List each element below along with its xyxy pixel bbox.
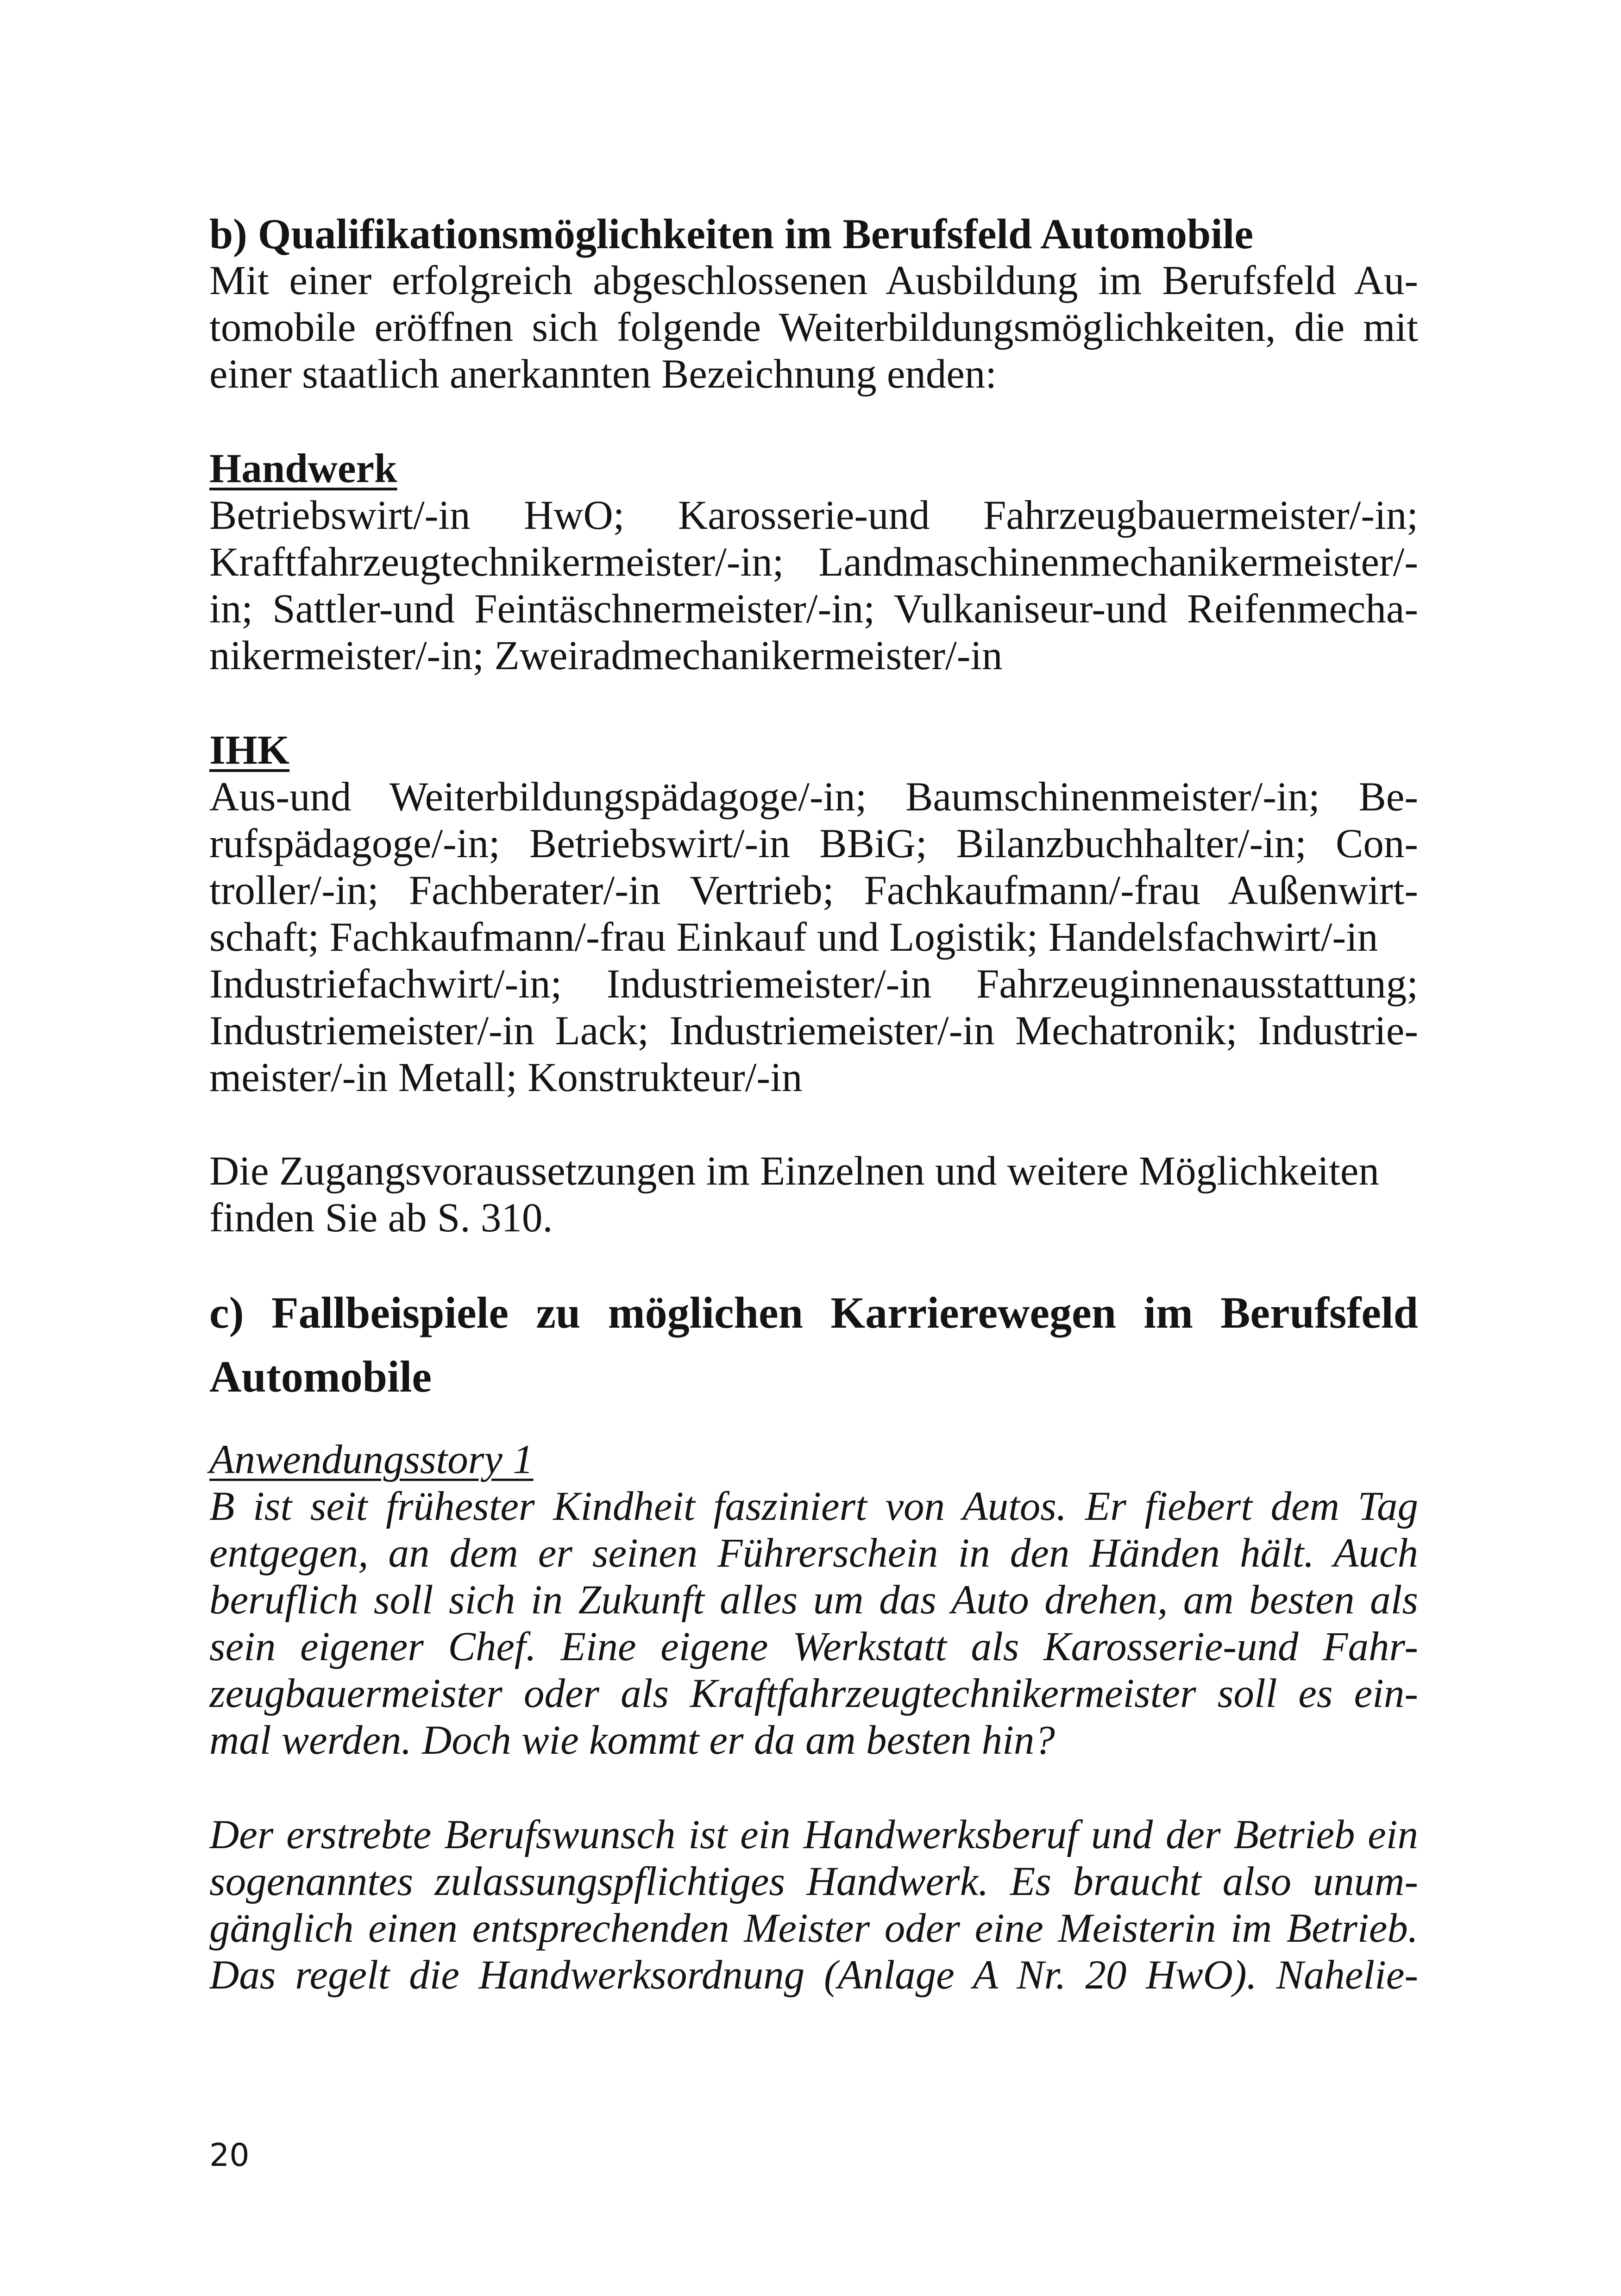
- text-line: rufspädagoge/-in; Betriebswirt/-in BBiG; Bilanzbuchhalter/-in; Con-: [209, 821, 1418, 866]
- text-line: Der erstrebte Berufswunsch ist ein Handwerksberuf und der Betrieb ein: [209, 1812, 1418, 1857]
- story-text: [209, 1483, 1418, 1764]
- text-line: B ist seit frühester Kindheit fasziniert von Autos. Er fiebert dem Tag: [209, 1484, 1418, 1529]
- section-c-heading: [209, 1281, 1418, 1409]
- text-line: sogenanntes zulassungspflichtiges Handwerk. Es braucht also unum-: [209, 1859, 1418, 1904]
- handwerk-list: [209, 492, 1418, 679]
- section-b-heading: b) Qualifikationsmöglichkeiten im Berufsfeld Automobile: [209, 210, 1254, 257]
- text-line: Aus-und Weiterbildungspädagoge/-in; Baumschinenmeister/-in; Be-: [209, 774, 1418, 820]
- text-line: troller/-in; Fachberater/-in Vertrieb; Fachkaufmann/-frau Außenwirt-: [209, 868, 1418, 913]
- story-title: Anwendungsstory 1: [209, 1437, 534, 1482]
- ihk-list: [209, 774, 1418, 1101]
- text-line: Die Zugangsvoraussetzungen im Einzelnen und weitere Möglichkeiten: [209, 1148, 1379, 1194]
- handwerk-heading: Handwerk: [209, 446, 397, 491]
- text-line: beruflich soll sich in Zukunft alles um das Auto drehen, am besten als: [209, 1577, 1418, 1623]
- page-content: [209, 211, 1418, 1999]
- text-line: einer staatlich anerkannten Bezeichnung enden:: [209, 351, 997, 397]
- section-b-intro: [209, 257, 1418, 398]
- ihk-heading: IHK: [209, 728, 290, 773]
- text-line: Kraftfahrzeugtechnikermeister/-in; Landmaschinenmechanikermeister/-: [209, 539, 1418, 585]
- text-line: entgegen, an dem er seinen Führerschein in den Händen hält. Auch: [209, 1531, 1418, 1576]
- heading-line: Automobile: [209, 1352, 432, 1401]
- text-line: gänglich einen entsprechenden Meister oder eine Meisterin im Betrieb.: [209, 1906, 1418, 1951]
- text-line: Industriefachwirt/-in; Industriemeister/-in Fahrzeuginnenausstattung;: [209, 961, 1418, 1007]
- heading-line: c) Fallbeispiele zu möglichen Karrierewegen im Berufsfeld: [209, 1288, 1418, 1337]
- text-line: zeugbauermeister oder als Kraftfahrzeugtechnikermeister soll es ein-: [209, 1671, 1418, 1716]
- text-line: Betriebswirt/-in HwO; Karosserie-und Fahrzeugbauermeister/-in;: [209, 493, 1418, 538]
- text-line: Das regelt die Handwerksordnung (Anlage A Nr. 20 HwO). Nahelie-: [209, 1952, 1418, 1998]
- text-line: Industriemeister/-in Lack; Industriemeister/-in Mechatronik; Industrie-: [209, 1008, 1418, 1054]
- text-line: tomobile eröffnen sich folgende Weiterbildungsmöglichkeiten, die mit: [209, 305, 1418, 350]
- access-note: [209, 1148, 1418, 1242]
- text-line: nikermeister/-in; Zweiradmechanikermeister/-in: [209, 633, 1003, 678]
- text-line: Mit einer erfolgreich abgeschlossenen Ausbildung im Berufsfeld Au-: [209, 258, 1418, 303]
- text-line: in; Sattler-und Feintäschnermeister/-in; Vulkaniseur-und Reifenmecha-: [209, 586, 1418, 632]
- text-line: mal werden. Doch wie kommt er da am besten hin?: [209, 1718, 1055, 1763]
- text-line: meister/-in Metall; Konstrukteur/-in: [209, 1055, 803, 1100]
- page-number: 20: [209, 2137, 250, 2174]
- text-line: sein eigener Chef. Eine eigene Werkstatt als Karosserie-und Fahr-: [209, 1624, 1418, 1669]
- text-line: schaft; Fachkaufmann/-frau Einkauf und Logistik; Handelsfachwirt/-in: [209, 915, 1378, 960]
- analysis-text: [209, 1812, 1418, 1999]
- text-line: finden Sie ab S. 310.: [209, 1195, 553, 1241]
